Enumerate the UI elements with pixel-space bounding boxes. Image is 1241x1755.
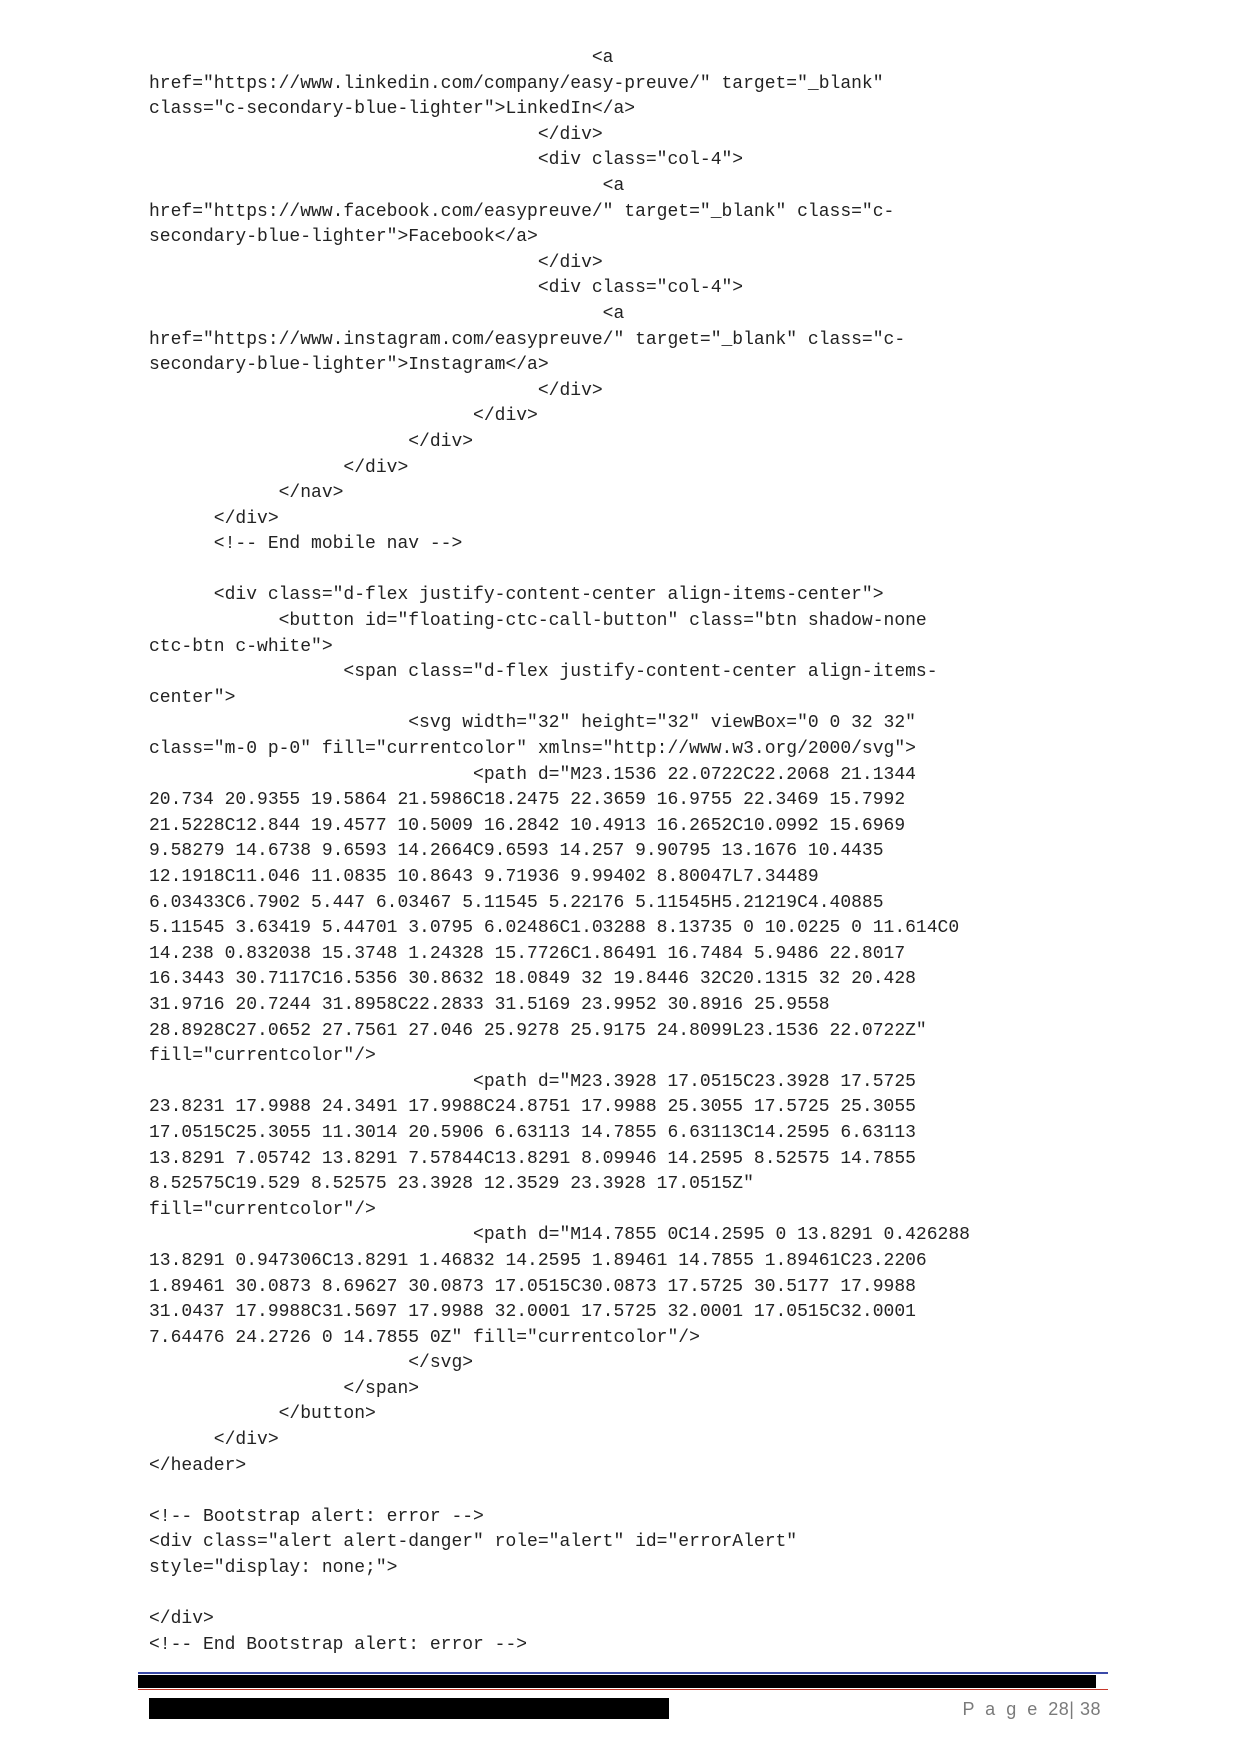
code-line: 28.8928C27.0652 27.7561 27.046 25.9278 25.9175 24.8099L23.1536 22.0722Z" [149, 1020, 927, 1041]
code-line: <a [149, 175, 625, 196]
code-line: 20.734 20.9355 19.5864 21.5986C18.2475 22.3659 16.9755 22.3469 15.7992 [149, 790, 906, 811]
code-listing [149, 46, 1149, 1658]
code-line: <path d="M23.1536 22.0722C22.2068 21.1344 [149, 764, 916, 785]
code-line: 5.11545 3.63419 5.44701 3.0795 6.02486C1.03288 8.13735 0 10.0225 0 11.614C0 [149, 918, 960, 939]
code-line: <a [149, 48, 614, 68]
code-line: secondary-blue-lighter">Instagram</a> [149, 355, 549, 376]
code-line: style="display: none;"> [149, 1558, 398, 1579]
code-line: </div> [149, 124, 603, 145]
code-line: 13.8291 7.05742 13.8291 7.57844C13.8291 8.09946 14.2595 8.52575 14.7855 [149, 1148, 916, 1169]
code-line: 12.1918C11.046 11.0835 10.8643 9.71936 9.99402 8.80047L7.34489 [149, 867, 819, 887]
code-line: href="https://www.linkedin.com/company/easy-preuve/" target="_blank" [149, 73, 884, 94]
code-line: <button id="floating-ctc-call-button" class="btn shadow-none [149, 611, 927, 632]
page-current: 28 [1048, 1699, 1070, 1719]
code-line: 7.64476 24.2726 0 14.7855 0Z" fill="currentcolor"/> [149, 1327, 700, 1348]
code-line [149, 1582, 1149, 1608]
code-line: <svg width="32" height="32" viewBox="0 0 32 32" [149, 713, 916, 734]
code-line: <!-- Bootstrap alert: error --> [149, 1506, 484, 1527]
code-line: </button> [149, 1404, 376, 1425]
code-line: </div> [149, 431, 474, 452]
code-line: ctc-btn c-white"> [149, 636, 333, 657]
code-line: <div class="d-flex justify-content-center align-items-center"> [149, 585, 884, 606]
code-line: </svg> [149, 1353, 474, 1374]
code-line: 23.8231 17.9988 24.3491 17.9988C24.8751 17.9988 25.3055 17.5725 25.3055 [149, 1097, 916, 1118]
code-line: class="c-secondary-blue-lighter">LinkedIn</a> [149, 99, 636, 120]
code-line: <!-- End Bootstrap alert: error --> [149, 1634, 528, 1655]
code-line: <path d="M23.3928 17.0515C23.3928 17.5725 [149, 1071, 916, 1092]
code-line: fill="currentcolor"/> [149, 1046, 376, 1067]
code-line: <!-- End mobile nav --> [149, 534, 463, 555]
code-line: <span class="d-flex justify-content-center align-items- [149, 662, 938, 683]
footer-redacted-bar [138, 1675, 1096, 1688]
code-line: <div class="alert alert-danger" role="alert" id="errorAlert" [149, 1532, 798, 1553]
code-line: </div> [149, 406, 538, 427]
page-separator: | [1069, 1699, 1075, 1719]
code-line: </div> [149, 508, 279, 529]
footer-rules [138, 1672, 1108, 1690]
code-line [149, 1479, 1149, 1505]
code-line: </div> [149, 252, 603, 273]
code-line: 17.0515C25.3055 11.3014 20.5906 6.63113 14.7855 6.63113C14.2595 6.63113 [149, 1122, 916, 1143]
code-line: <div class="col-4"> [149, 150, 744, 171]
code-line: 31.9716 20.7244 31.8958C22.2833 31.5169 23.9952 30.8916 25.9558 [149, 994, 830, 1015]
code-line: 1.89461 30.0873 8.69627 30.0873 17.0515C30.0873 17.5725 30.5177 17.9988 [149, 1276, 916, 1297]
code-line: 13.8291 0.947306C13.8291 1.46832 14.2595 1.89461 14.7855 1.89461C23.2206 [149, 1250, 927, 1271]
code-line: 14.238 0.832038 15.3748 1.24328 15.7726C1.86491 16.7484 5.9486 22.8017 [149, 943, 906, 964]
code-line: <div class="col-4"> [149, 278, 744, 299]
code-line: </div> [149, 1609, 214, 1630]
code-line: 9.58279 14.6738 9.6593 14.2664C9.6593 14.257 9.90795 13.1676 10.4435 [149, 841, 884, 862]
code-line: </div> [149, 380, 603, 401]
page-total: 38 [1079, 1699, 1101, 1719]
code-line: </span> [149, 1378, 420, 1399]
code-line: 6.03433C6.7902 5.447 6.03467 5.11545 5.22176 5.11545H5.21219C4.40885 [149, 892, 884, 913]
code-line: fill="currentcolor"/> [149, 1199, 376, 1220]
code-line: class="m-0 p-0" fill="currentcolor" xmlns="http://www.w3.org/2000/svg"> [149, 739, 916, 760]
code-line: 31.0437 17.9988C31.5697 17.9988 32.0001 17.5725 32.0001 17.0515C32.0001 [149, 1302, 916, 1323]
footer-redacted-block [149, 1698, 669, 1719]
code-line: </header> [149, 1455, 247, 1476]
code-line: center"> [149, 687, 236, 708]
code-line: 16.3443 30.7117C16.5356 30.8632 18.0849 32 19.8446 32C20.1315 32 20.428 [149, 969, 916, 990]
code-line: 8.52575C19.529 8.52575 23.3928 12.3529 23.3928 17.0515Z" [149, 1174, 754, 1195]
page-number [963, 1699, 1102, 1720]
code-line: 21.5228C12.844 19.4577 10.5009 16.2842 10.4913 16.2652C10.0992 15.6969 [149, 815, 906, 836]
code-line: </nav> [149, 483, 344, 504]
code-line: <path d="M14.7855 0C14.2595 0 13.8291 0.426288 [149, 1225, 970, 1246]
footer-rule-blue [138, 1672, 1108, 1674]
code-line: </div> [149, 457, 409, 478]
footer-rule-red [138, 1689, 1108, 1690]
code-line: </div> [149, 1430, 279, 1451]
code-line: <a [149, 303, 625, 324]
code-line: secondary-blue-lighter">Facebook</a> [149, 227, 538, 248]
code-line [149, 558, 1149, 584]
code-line: href="https://www.instagram.com/easypreuve/" target="_blank" class="c- [149, 329, 906, 350]
page-label: P a g e [962, 1699, 1041, 1719]
code-line: href="https://www.facebook.com/easypreuve/" target="_blank" class="c- [149, 201, 895, 222]
